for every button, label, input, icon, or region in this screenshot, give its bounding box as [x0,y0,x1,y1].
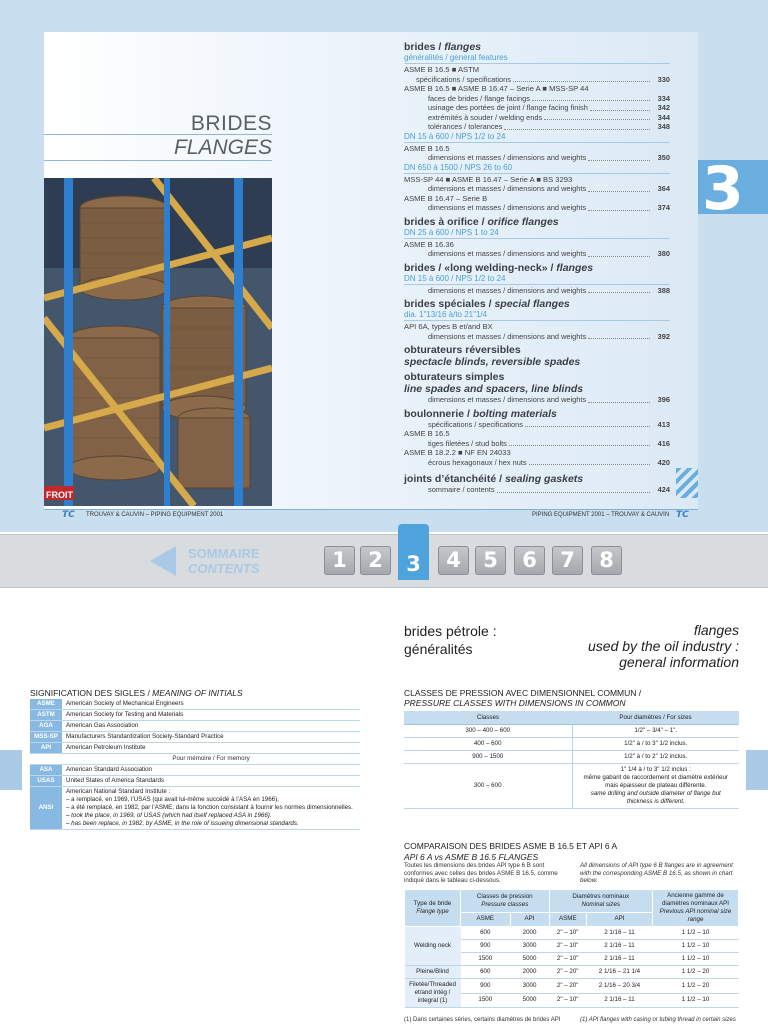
chapter-5-button[interactable]: 5 [475,546,506,575]
toc-standard: ASME B 16.5 ■ ASME B 16.47 – Serie A ■ MSS-SP 44 [404,84,589,93]
initials-table [30,699,360,830]
toc-entry[interactable]: extrémités à souder / welding ends 344 [428,112,670,122]
toc-section-simple[interactable]: obturateurs simples [404,371,505,383]
toc-entry[interactable]: spécifications / specifications 413 [428,419,670,429]
toc-entry[interactable]: spécifications / specifications 330 [416,74,670,84]
contents-link-en[interactable]: CONTENTS [188,561,260,576]
pressure-classes-table: Classes Pour diamètres / For sizes 300 – 400 – 600 1/2" – 3/4" – 1". 400 – 600 1/2" à / to 3" 1/2 inclus. 900 – 1500 1/2" à / to 2" 1/2 inclus. 300 – 600 1" 1/4 à / to 3" 1/2 inclus : même gabarit de raccordement et diamètre extérieur mais épaisseur de plateau différente. same drilling and outside diameter of flange but thickness is different. [404,711,739,809]
chapter-6-button[interactable]: 6 [514,546,545,575]
comparison-note-fr: Toutes les dimensions des brides API type 6 B sont conformes avec celles des brides ASME B 16.5, comme indiqué dans le tableau ci-dessous. [404,862,558,884]
toc-subheading: DN 15 à 600 / NPS 1/2 to 24 [404,274,670,285]
toc-section-long-welding-neck[interactable]: brides / «long welding-neck» / flanges [404,261,594,274]
side-tab-right [746,750,768,790]
toc-standard: ASME B 18.2.2 ■ NF EN 24033 [404,448,511,457]
initials-title: SIGNIFICATION DES SIGLES / MEANING OF INITIALS [30,688,243,698]
table-row: Welding neck 600 2000 2" – 10" 2 1/16 – 11 1 1/2 – 10 [405,927,739,940]
footnote-en: (1) API flanges with casing or tubing thread in certain sizes [580,1017,736,1023]
toc-entry[interactable]: dimensions et masses / dimensions and weights 374 [428,203,670,212]
toc-subheading: DN 650 à 1500 / NPS 26 to 60 [404,163,670,174]
toc-section-simple-en: line spades and spacers, line blinds [404,383,584,395]
toc-entry[interactable]: dimensions et masses / dimensions and weights 396 [428,395,670,404]
toc-entry[interactable]: tolérances / tolerances 348 [428,122,670,131]
comparison-table: Type de bride Flange type Classes de pression Pressure classes Diamètres nominaux Nominal sizes Ancienne gamme de diamètres nominaux API Previous API nominal size range ASME API ASME API Welding neck 600 2000 2" – 10" 2 1/16 – 11 1 1/2 – 10 900 3000 2" – 10" 2 1/16 – 11 1 1/2 – 10 1500 5000 2" – 10" 2 1/16 – 11 1 1/2 – 10 Pleine/Blind 600 2000 2" – 20" 2 1/16 – 21 1/4 1 1/2 – 20 Filetée/Threaded et/and intég / integral (1) 900 3000 2" – 20" 2 1/16 – 20 3/4 1 1/2 – 20 1500 5000 2" – 10" 2 1/16 – 11 1 1/2 – 10 [404,889,739,1008]
toc-entry[interactable]: tiges filetées / stud bolts 416 [428,438,670,448]
chapter-number: 3 [702,154,744,224]
comparison-title: COMPARAISON DES BRIDES ASME B 16.5 ET API 6 A API 6 A vs ASME B 16.5 FLANGES [404,841,618,862]
table-of-contents [404,38,670,495]
footnote-fr: (1) Dans certaines séries, certains diamètres de brides API [404,1017,561,1023]
title-rule-bottom [44,160,272,161]
toc-entry[interactable]: dimensions et masses / dimensions and weights 364 [428,184,670,193]
table-row: ANSI American National Standard Institute : – a remplacé, en 1969, l’USAS (qui avait lui-même succédé à l’ASA en 1966), – a été remplacé, en 1982, par l’ASME, dans la fonction consistant à fournir les normes dimensionnelles. – took the place, in 1969, of USAS (which had itself replaced ASA in 1966). – has been replace, in 1982, by ASME, in the role of issueing dimensional standards. [30,787,360,830]
cover-title [152,112,272,160]
toc-standard: ASME B 16.47 – Serie B [404,193,488,203]
toc-subheading: généralités / general features [404,53,670,64]
toc-entry[interactable]: usinage des portées de joint / flange facing finish 342 [428,103,670,112]
title-en: FLANGES [173,136,272,159]
toc-standard: ASME B 16.36 [404,239,454,249]
toc-standard: ASME B 16.5 ■ ASTM [404,65,480,74]
stripes-decoration [676,468,698,498]
tc-logo-left: TC [62,510,75,520]
comparison-note-en: All dimensions of API type 6 B flanges are in agreement with the corresponding ASME B 16.5, as shown in chart below. [580,862,733,884]
toc-entry[interactable]: dimensions et masses / dimensions and weights 350 [428,153,670,162]
footer-right: PIPING EQUIPMENT 2001 – TROUVAY & CAUVIN [532,512,670,518]
table-row: Filetée/Threaded et/and intég / integral (1) 900 3000 2" – 20" 2 1/16 – 20 3/4 1 1/2 – 20 [405,979,739,994]
tc-logo-right: TC [676,510,689,520]
toc-standard: API 6A, types B et/and BX [404,322,493,331]
flanges-photo [44,178,272,506]
toc-section-flanges[interactable]: brides / flanges [404,41,482,53]
toc-section-special[interactable]: brides spéciales / special flanges [404,298,570,310]
table-row: 1500 5000 2" – 10" 2 1/16 – 11 1 1/2 – 10 [405,953,739,966]
toc-section-reversible-en: spectacle blinds, reversible spades [404,356,581,368]
table-row: MSS-SP Manufacturers Standardization Society-Standard Practice [30,732,360,743]
title-fr: BRIDES [190,112,272,135]
table-row: AGA American Gas Association [30,721,360,732]
chapter-3-button[interactable]: 3 [398,524,429,580]
page-heading-fr: brides pétrole : généralités [404,623,497,657]
table-row: ASA American Standard Association [30,765,360,776]
toc-entry[interactable]: dimensions et masses / dimensions and weights 380 [428,249,670,258]
chapter-4-button[interactable]: 4 [438,546,469,575]
toc-section-bolting[interactable]: boulonnerie / bolting materials [404,407,557,420]
toc-standard: ASME B 16.5 [404,143,450,153]
toc-section-reversible[interactable]: obturateurs réversibles [404,344,521,356]
toc-standard: MSS-SP 44 ■ ASME B 16.47 – Serie A ■ BS 3293 [404,174,573,184]
toc-entry[interactable]: faces de brides / flange facings 334 [428,93,670,103]
table-row: ASME American Society of Mechanical Engineers [30,699,360,710]
toc-section-orifice[interactable]: brides à orifice / orifice flanges [404,215,559,228]
toc-standard: ASME B 16.5 [404,429,450,438]
toc-entry[interactable]: dimensions et masses / dimensions and weights 388 [428,285,670,295]
back-arrow-icon[interactable] [150,546,176,576]
toc-entry[interactable]: dimensions et masses / dimensions and weights 392 [428,331,670,341]
contents-link-fr[interactable]: SOMMAIRE [188,546,260,561]
pressure-classes-title: CLASSES DE PRESSION AVEC DIMENSIONNEL COMMUN / PRESSURE CLASSES WITH DIMENSIONS IN COMMON [404,688,642,708]
table-row: USAS United States of America Standards [30,776,360,787]
table-row: 400 – 600 1/2" à / to 3" 1/2 inclus. [404,738,739,751]
toc-subheading: dia. 1"13/16 à/to 21"1/4 [404,310,670,321]
toc-entry[interactable]: sommaire / contents 424 [428,485,670,494]
table-row: 1500 5000 2" – 10" 2 1/16 – 11 1 1/2 – 10 [405,993,739,1008]
toc-section-gaskets[interactable]: joints d’étanchéité / sealing gaskets [404,473,584,485]
toc-subheading: DN 25 à 600 / NPS 1 to 24 [404,228,670,239]
chapter-7-button[interactable]: 7 [552,546,583,575]
chapter-2-button[interactable]: 2 [360,546,391,575]
table-row: Pour mémoire / For memory [30,754,360,765]
table-row: API American Petroleum Institute [30,743,360,754]
photo-sign: FROIT [46,490,73,500]
table-row: 300 – 600 1" 1/4 à / to 3" 1/2 inclus : même gabarit de raccordement et diamètre extérieur mais épaisseur de plateau différente. same drilling and outside diameter of flange but thickness is different. [404,764,739,809]
toc-subheading: DN 15 à 600 / NPS 1/2 to 24 [404,132,670,143]
table-row: 300 – 400 – 600 1/2" – 3/4" – 1". [404,725,739,738]
chapter-1-button[interactable]: 1 [324,546,355,575]
chapter-8-button[interactable]: 8 [591,546,622,575]
toc-entry[interactable]: écrous hexagonaux / hex nuts 420 [428,457,670,467]
footer-rule [44,509,698,510]
table-row: 900 3000 2" – 10" 2 1/16 – 11 1 1/2 – 10 [405,940,739,953]
page-heading-en: flanges used by the oil industry : general information [588,622,739,670]
footer-left: TROUVAY & CAUVIN – PIPING EQUIPMENT 2001 [86,512,224,518]
table-row: Pleine/Blind 600 2000 2" – 20" 2 1/16 – 21 1/4 1 1/2 – 20 [405,966,739,979]
table-row: 900 – 1500 1/2" à / to 2" 1/2 inclus. [404,751,739,764]
side-tab-left [0,750,22,790]
table-row: ASTM American Society for Testing and Materials [30,710,360,721]
